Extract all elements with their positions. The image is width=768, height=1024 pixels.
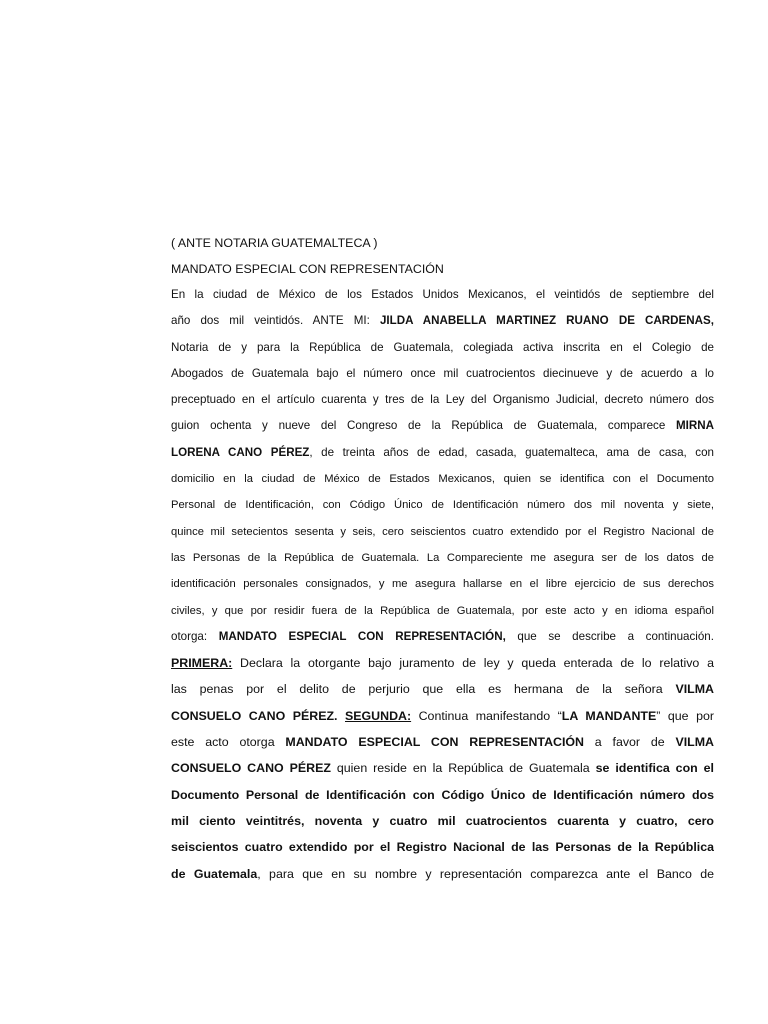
text-line <box>171 834 714 860</box>
text-segment: , de treinta años de edad, casada, guatemalteca, ama de casa, con <box>309 445 714 459</box>
text-line <box>171 361 714 387</box>
text-segment: civiles, y que por residir fuera de la República de Guatemala, por este acto y en idioma español <box>171 604 714 617</box>
text-segment: año dos mil veintidós. ANTE MI: <box>171 314 380 328</box>
text-segment: seiscientos cuatro extendido por el Registro Nacional de las Personas de la República <box>171 840 714 855</box>
text-segment: de Guatemala <box>171 866 258 881</box>
text-segment: CONSUELO CANO PÉREZ <box>171 761 331 776</box>
text-line <box>171 308 714 334</box>
text-line <box>171 466 714 492</box>
text-line <box>171 676 714 702</box>
text-segment: Continua manifestando “ <box>411 708 562 723</box>
text-segment: este acto otorga <box>171 735 286 750</box>
text-segment: ” que por <box>656 708 714 723</box>
text-segment: MIRNA <box>676 419 714 433</box>
text-line <box>171 598 714 624</box>
document-text <box>171 282 714 887</box>
text-segment: Personal de Identificación, con Código Único de Identificación número dos mil noventa y siete, <box>171 499 714 512</box>
text-segment: domicilio en la ciudad de México de Estados Mexicanos, quien se identifica con el Documento <box>171 473 714 486</box>
text-line <box>171 492 714 518</box>
text-segment: se identifica con el <box>595 761 714 776</box>
text-segment: Documento Personal de Identificación con Código Único de Identificación número dos <box>171 787 714 802</box>
text-line <box>171 282 714 308</box>
text-segment: Declara la otorgante bajo juramento de ley y queda enterada de lo relativo a <box>232 656 714 671</box>
text-segment: quien reside en la República de Guatemala <box>330 761 596 776</box>
text-segment: Abogados de Guatemala bajo el número once mil cuatrocientos diecinueve y de acuerdo a lo <box>171 366 714 380</box>
text-line <box>171 650 714 676</box>
text-line <box>171 571 714 597</box>
text-segment: PRIMERA: <box>171 656 233 671</box>
text-line <box>171 624 714 650</box>
text-line <box>171 335 714 361</box>
text-line <box>171 440 714 466</box>
text-segment <box>337 709 345 723</box>
text-line <box>171 413 714 439</box>
text-segment: , para que en su nombre y representación comparezca ante el Banco de <box>257 866 714 881</box>
text-segment: preceptuado en el artículo cuarenta y tres de la Ley del Organismo Judicial, decreto número dos <box>171 393 714 407</box>
text-segment: MANDATO ESPECIAL CON REPRESENTACIÓN <box>285 735 584 750</box>
document-heading: ( ANTE NOTARIA GUATEMALTECA ) <box>171 236 378 250</box>
text-line <box>171 703 714 729</box>
text-segment: mil ciento veintitrés, noventa y cuatro mil cuatrocientos cuarenta y cuatro, cero <box>171 813 714 828</box>
text-segment: JILDA ANABELLA MARTINEZ RUANO DE CARDENAS, <box>379 314 714 328</box>
text-segment: VILMA <box>675 682 714 697</box>
text-segment: las penas por el delito de perjurio que ella es hermana de la señora <box>171 682 676 697</box>
text-segment: SEGUNDA: <box>345 708 412 723</box>
text-line <box>171 861 714 887</box>
text-line <box>171 387 714 413</box>
text-segment: LORENA CANO PÉREZ <box>171 445 310 459</box>
text-segment: a favor de <box>584 735 676 750</box>
text-segment: quince mil setecientos sesenta y seis, cero seiscientos cuatro extendido por el Registro Nacional de <box>171 525 714 538</box>
text-line <box>171 755 714 781</box>
text-segment: LA MANDANTE <box>561 708 657 723</box>
text-segment: las Personas de la República de Guatemala. La Compareciente me asegura ser de los datos de <box>171 551 714 564</box>
text-segment: identificación personales consignados, y me asegura hallarse en el libre ejercicio de sus derechos <box>171 578 714 591</box>
text-line <box>171 729 714 755</box>
text-segment: otorga: <box>171 629 219 643</box>
document-body <box>171 230 714 887</box>
text-line <box>171 519 714 545</box>
text-segment: VILMA <box>675 735 714 750</box>
text-segment: MANDATO ESPECIAL CON REPRESENTACIÓN, <box>218 629 506 643</box>
text-segment: Notaria de y para la República de Guatemala, colegiada activa inscrita en el Colegio de <box>171 340 714 354</box>
text-segment: En la ciudad de México de los Estados Unidos Mexicanos, el veintidós de septiembre del <box>171 288 714 301</box>
text-line <box>171 808 714 834</box>
document-title: MANDATO ESPECIAL CON REPRESENTACIÓN <box>171 262 444 276</box>
text-line <box>171 545 714 571</box>
text-segment: que se describe a continuación. <box>505 629 714 643</box>
text-segment: guion ochenta y nueve del Congreso de la República de Guatemala, comparece <box>171 419 676 433</box>
text-segment: CONSUELO CANO PÉREZ. <box>171 708 338 723</box>
text-line <box>171 782 714 808</box>
